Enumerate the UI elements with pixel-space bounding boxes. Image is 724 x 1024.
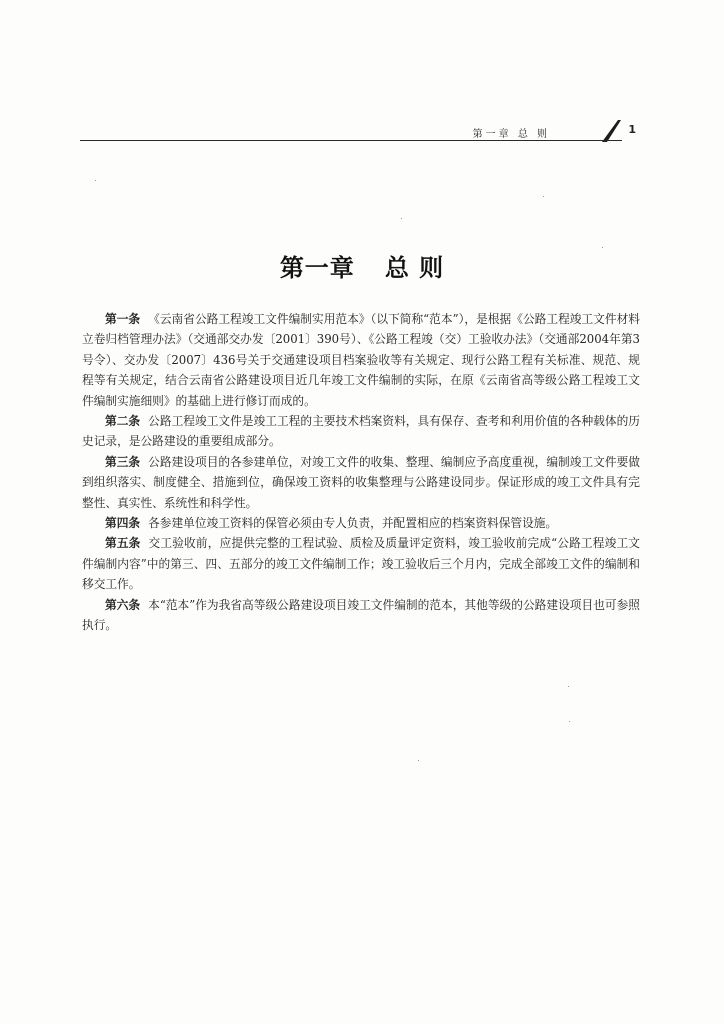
article-text: 公路工程竣工文件是竣工工程的主要技术档案资料，具有保存、查考和利用价值的各种载体的历史记录，是公路建设的重要组成部分。 xyxy=(82,414,640,449)
scan-speck xyxy=(401,218,402,219)
article xyxy=(82,309,640,411)
article xyxy=(82,452,640,513)
article-label: 第六条 xyxy=(105,597,141,612)
chapter-heading xyxy=(0,248,724,283)
article xyxy=(82,411,640,452)
scan-speck xyxy=(569,721,570,722)
chapter-number: 第一章 xyxy=(279,253,355,282)
article-text: 公路建设项目的各参建单位，对竣工文件的收集、整理、编制应予高度重视，编制竣工文件要做到组织落实、制度健全、措施到位，确保竣工资料的收集整理与公路建设同步。保证形成的竣工文件具有完整性、真实性、系统性和科学性。 xyxy=(82,454,640,510)
scan-speck xyxy=(602,247,603,248)
article-label: 第五条 xyxy=(105,536,141,551)
article-label: 第一条 xyxy=(105,312,141,326)
article xyxy=(82,513,640,533)
scan-speck xyxy=(568,686,569,687)
header-rule xyxy=(80,140,622,141)
article-label: 第二条 xyxy=(105,414,141,429)
scan-speck xyxy=(543,196,544,197)
chapter-title-text: 总 则 xyxy=(384,253,445,282)
scan-speck xyxy=(418,760,419,761)
article xyxy=(82,533,640,594)
scan-speck xyxy=(95,180,96,181)
running-header xyxy=(80,118,642,146)
article-text: 各参建单位竣工资料的保管必须由专人负责，并配置相应的档案资料保管设施。 xyxy=(148,516,558,531)
running-title: 第一章 总 则 xyxy=(472,129,550,140)
chapter-body xyxy=(82,309,640,636)
article-text: 本“范本”作为我省高等级公路建设项目竣工文件编制的范本，其他等级的公路建设项目也可参照执行。 xyxy=(82,597,640,633)
page-number: 1 xyxy=(628,123,636,136)
article-label: 第四条 xyxy=(105,516,141,531)
article xyxy=(82,595,640,636)
header-slash-ornament xyxy=(552,118,622,142)
article-text: 交工验收前，应提供完整的工程试验、质检及质量评定资料，竣工验收前完成“公路工程竣工文件编制内容”中的第三、四、五部分的竣工文件编制工作；竣工验收后三个月内，完成全部竣工文件的编制和移交工作。 xyxy=(82,536,640,592)
article-text: 《云南省公路工程竣工文件编制实用范本》（以下简称“范本”），是根据《公路工程竣工文件材料立卷归档管理办法》（交通部交办发〔2001〕390号）、《公路工程竣（交）工验收办法》（交通部2004年第3号令）、交办发〔2007〕436号关于交通建设项目档案验收等有关规定、现行公路工程有关标准、规范、规程等有关规定，结合云南省公路建设项目近几年竣工文件编制的实际，在原《云南省高等级公路工程竣工文件编制实施细则》的基础上进行修订而成的。 xyxy=(82,312,640,408)
article-label: 第三条 xyxy=(105,454,141,469)
